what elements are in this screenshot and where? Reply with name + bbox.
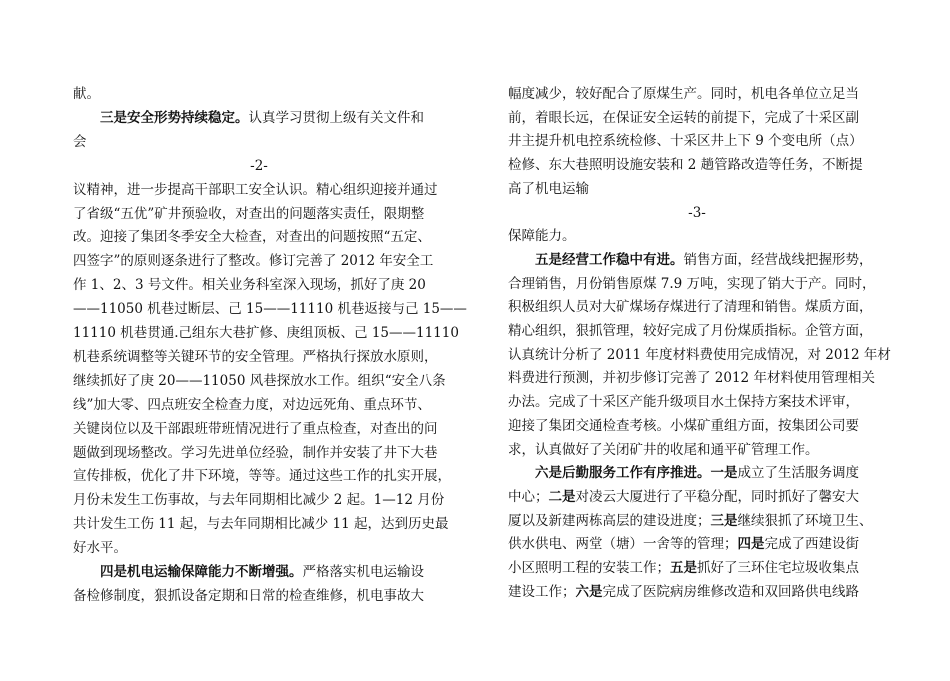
text-segment: 高了机电运输 bbox=[508, 180, 589, 197]
text-line bbox=[508, 558, 859, 578]
text-line bbox=[73, 586, 424, 606]
text-line bbox=[73, 299, 467, 319]
text-segment: 继续狠抓了环境卫生、 bbox=[737, 512, 873, 529]
text-line bbox=[508, 297, 873, 317]
text-segment: 宣传排板，优化了井下环境，等等。通过这些工作的扎实开展， bbox=[73, 468, 451, 485]
text-line bbox=[508, 392, 859, 412]
text-segment: 积极组织人员对大矿煤场存煤进行了清理和销售。煤质方面， bbox=[508, 299, 873, 316]
text-line bbox=[73, 443, 438, 463]
text-segment: 厦以及新建两栋高层的建设进度； bbox=[508, 512, 711, 529]
text-line bbox=[73, 395, 431, 415]
text-segment: 迎接了集团交通检查考核。小煤矿重组方面，按集团公司要 bbox=[508, 417, 859, 434]
text-segment: 11110 机巷贯通.己组东大巷扩修、庚组顶板、己 15——11110 bbox=[73, 325, 459, 341]
text-line bbox=[508, 440, 819, 460]
text-line bbox=[508, 179, 589, 199]
text-segment: 完成了西建设街 bbox=[764, 536, 859, 553]
bold-heading: 五是经营工作稳中有进。 bbox=[535, 251, 684, 268]
bold-heading: 二是 bbox=[548, 488, 576, 505]
bold-heading: 四是机电运输保障能力不断增强。 bbox=[100, 564, 303, 580]
text-segment: 会 bbox=[73, 133, 87, 150]
text-segment: 检修、东大巷照明设施安装和 2 趟管路改造等任务，不断提 bbox=[508, 157, 863, 174]
text-line bbox=[508, 321, 873, 341]
text-segment: 好水平。 bbox=[73, 540, 127, 557]
text-segment: 献。 bbox=[73, 86, 100, 102]
bold-heading: 一是 bbox=[710, 465, 738, 482]
text-segment: 共计发生工伤 11 起，与去年同期相比减少 11 起，达到历史最 bbox=[73, 516, 449, 533]
text-line bbox=[508, 534, 859, 554]
text-line bbox=[508, 226, 576, 246]
text-segment: 月份未发生工伤事故，与去年同期相比减少 2 起。1—12 月份 bbox=[73, 492, 445, 509]
text-line bbox=[73, 251, 433, 271]
text-line bbox=[508, 416, 859, 436]
page-number bbox=[508, 203, 886, 223]
text-line bbox=[508, 368, 875, 388]
text-line bbox=[73, 108, 424, 128]
text-segment: 建设工作； bbox=[508, 583, 576, 600]
text-line bbox=[508, 274, 876, 294]
text-line bbox=[73, 419, 438, 439]
text-segment: 认真统计分析了 2011 年度材料费使用完成情况，对 2012 年材 bbox=[508, 346, 891, 363]
text-segment: 小区照明工程的安装工作； bbox=[508, 560, 670, 576]
text-segment: 井主提升机电控系统检修、十采区井上下 9 个变电所（点） bbox=[508, 133, 863, 150]
bold-heading: 三是 bbox=[710, 512, 738, 529]
text-line bbox=[73, 490, 444, 510]
text-segment: ——11050 机巷过断层、己 15——11110 机巷返接与己 15—— bbox=[73, 301, 467, 318]
text-line bbox=[73, 323, 459, 343]
text-line bbox=[508, 108, 859, 128]
bold-heading: 六是 bbox=[575, 583, 603, 600]
text-segment: 严格落实机电运输设 bbox=[302, 564, 424, 580]
text-segment: 机巷系统调整等关键环节的安全管理。严格执行探放水原则， bbox=[73, 348, 438, 365]
text-line bbox=[73, 204, 424, 224]
text-line bbox=[508, 84, 859, 104]
text-line bbox=[508, 155, 863, 175]
text-line bbox=[508, 511, 873, 531]
text-segment: 备检修制度，狠抓设备定期和日常的检查维修，机电事故大 bbox=[73, 587, 424, 604]
text-segment: 作 1、2、3 号文件。相关业务科室深入现场，抓好了庚 20 bbox=[73, 277, 426, 294]
text-segment: 线”加大零、四点班安全检查力度，对边远死角、重点环节、 bbox=[73, 396, 431, 413]
page-number bbox=[73, 156, 445, 176]
text-line bbox=[508, 345, 891, 365]
text-line bbox=[508, 582, 859, 602]
text-line bbox=[73, 227, 431, 247]
text-segment: 四签字”的原则逐条进行了整改。修订完善了 2012 年安全工 bbox=[73, 253, 434, 270]
text-line bbox=[73, 132, 87, 152]
text-segment: 完成了医院病房维修改造和双回路供电线路 bbox=[602, 583, 859, 600]
text-line bbox=[73, 562, 424, 582]
text-line bbox=[73, 347, 438, 367]
text-line bbox=[73, 180, 438, 200]
text-segment: 办法。完成了十采区产能升级项目水土保持方案技术评审， bbox=[508, 394, 859, 411]
text-line bbox=[508, 487, 859, 507]
text-line bbox=[508, 463, 859, 483]
text-line bbox=[508, 250, 873, 270]
text-segment: 题做到现场整改。学习先进单位经验，制作并安装了井下大巷 bbox=[73, 444, 438, 461]
text-segment: 了省级“五优”矿井预验收，对查出的问题落实责任，限期整 bbox=[73, 205, 425, 222]
text-segment: 求，认真做好了关闭矿井的收尾和通平矿管理工作。 bbox=[508, 441, 819, 458]
text-segment: 供水供电、两堂（塘）一舍等的管理； bbox=[508, 536, 738, 553]
text-segment: 认真学习贯彻上级有关文件和 bbox=[248, 109, 424, 126]
text-line bbox=[73, 466, 451, 486]
text-segment: 保障能力。 bbox=[508, 228, 576, 245]
text-line bbox=[73, 84, 100, 104]
text-segment: 销售方面，经营战线把握形势， bbox=[683, 251, 873, 268]
text-segment: 关键岗位以及干部跟班带班情况进行了重点检查，对查出的问 bbox=[73, 420, 438, 437]
text-line bbox=[508, 131, 863, 151]
text-segment: 对凌云大厦进行了平稳分配，同时抓好了馨安大 bbox=[575, 488, 859, 505]
text-segment: 继续抓好了庚 20——11050 风巷探放水工作。组织“安全八条 bbox=[73, 372, 446, 389]
bold-heading: 三是安全形势持续稳定。 bbox=[100, 109, 249, 126]
text-segment: 幅度减少，较好配合了原煤生产。同时，机电各单位立足当 bbox=[508, 86, 859, 102]
text-segment: 合理销售，月份销售原煤 7.9 万吨，实现了销大于产。同时， bbox=[508, 275, 876, 292]
bold-heading: 六是后勤服务工作有序推进。 bbox=[535, 465, 711, 482]
text-line bbox=[73, 538, 127, 558]
text-segment: 料费进行预测，并初步修订完善了 2012 年材料使用管理相关 bbox=[508, 370, 875, 387]
text-segment: 成立了生活服务调度 bbox=[737, 465, 859, 482]
text-segment: 精心组织，狠抓管理，较好完成了月份煤质指标。企管方面， bbox=[508, 323, 873, 339]
text-line bbox=[73, 371, 446, 391]
bold-heading: 五是 bbox=[670, 560, 697, 576]
text-line bbox=[73, 275, 426, 295]
text-segment: -2- bbox=[250, 157, 268, 174]
text-segment: 改。迎接了集团冬季安全大检查，对查出的问题按照“五定、 bbox=[73, 229, 431, 246]
text-segment: 前，着眼长远，在保证安全运转的前提下，完成了十采区副 bbox=[508, 109, 859, 126]
text-segment: 抓好了三环住宅垃圾收集点 bbox=[697, 560, 859, 576]
text-segment: 议精神，进一步提高干部职工安全认识。精心组织迎接并通过 bbox=[73, 181, 438, 198]
text-segment: -3- bbox=[688, 204, 706, 221]
bold-heading: 四是 bbox=[737, 536, 765, 553]
text-segment: 中心； bbox=[508, 488, 549, 505]
text-line bbox=[73, 514, 449, 534]
